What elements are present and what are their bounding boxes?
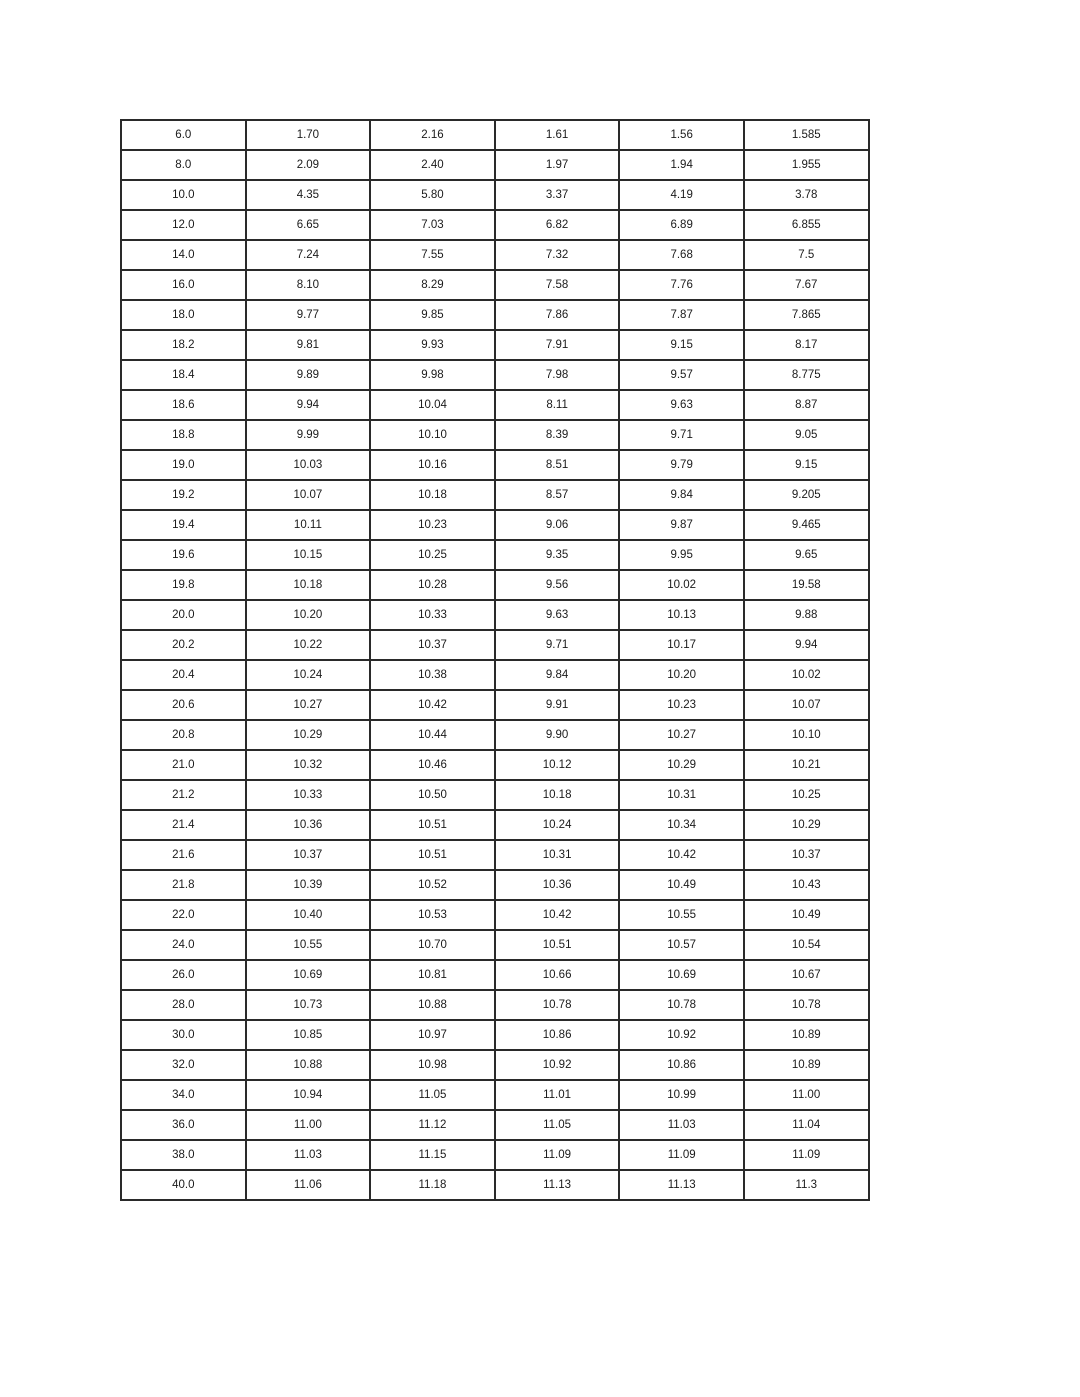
table-cell: 10.25 xyxy=(370,540,495,570)
table-cell: 10.24 xyxy=(246,660,371,690)
table-cell: 9.93 xyxy=(370,330,495,360)
table-cell: 10.29 xyxy=(246,720,371,750)
table-cell: 1.585 xyxy=(744,120,869,150)
table-row xyxy=(121,1050,869,1080)
table-row xyxy=(121,810,869,840)
table-cell: 10.25 xyxy=(744,780,869,810)
table-cell: 9.95 xyxy=(619,540,744,570)
table-cell: 9.79 xyxy=(619,450,744,480)
table-cell: 10.55 xyxy=(619,900,744,930)
table-cell: 9.88 xyxy=(744,600,869,630)
table-row xyxy=(121,480,869,510)
table-cell: 10.67 xyxy=(744,960,869,990)
row-key-cell: 18.8 xyxy=(121,420,246,450)
table-cell: 10.69 xyxy=(246,960,371,990)
table-cell: 8.17 xyxy=(744,330,869,360)
table-cell: 11.00 xyxy=(744,1080,869,1110)
row-key-cell: 21.6 xyxy=(121,840,246,870)
table-cell: 10.07 xyxy=(744,690,869,720)
table-row xyxy=(121,630,869,660)
table-cell: 7.865 xyxy=(744,300,869,330)
table-cell: 7.5 xyxy=(744,240,869,270)
table-cell: 10.16 xyxy=(370,450,495,480)
table-cell: 10.55 xyxy=(246,930,371,960)
table-cell: 10.73 xyxy=(246,990,371,1020)
table-cell: 8.775 xyxy=(744,360,869,390)
table-cell: 11.13 xyxy=(619,1170,744,1200)
row-key-cell: 19.2 xyxy=(121,480,246,510)
table-cell: 3.37 xyxy=(495,180,620,210)
table-cell: 10.18 xyxy=(370,480,495,510)
table-cell: 10.51 xyxy=(495,930,620,960)
table-cell: 9.06 xyxy=(495,510,620,540)
row-key-cell: 26.0 xyxy=(121,960,246,990)
table-cell: 10.88 xyxy=(370,990,495,1020)
row-key-cell: 21.2 xyxy=(121,780,246,810)
table-cell: 6.855 xyxy=(744,210,869,240)
row-key-cell: 18.4 xyxy=(121,360,246,390)
table-cell: 10.23 xyxy=(619,690,744,720)
table-cell: 10.40 xyxy=(246,900,371,930)
table-cell: 11.3 xyxy=(744,1170,869,1200)
table-cell: 10.36 xyxy=(246,810,371,840)
table-cell: 9.98 xyxy=(370,360,495,390)
row-key-cell: 20.6 xyxy=(121,690,246,720)
table-cell: 10.20 xyxy=(246,600,371,630)
table-row xyxy=(121,930,869,960)
table-cell: 9.84 xyxy=(619,480,744,510)
table-cell: 10.37 xyxy=(246,840,371,870)
table-row xyxy=(121,360,869,390)
table-cell: 10.07 xyxy=(246,480,371,510)
table-cell: 10.53 xyxy=(370,900,495,930)
row-key-cell: 38.0 xyxy=(121,1140,246,1170)
table-cell: 9.35 xyxy=(495,540,620,570)
table-cell: 5.80 xyxy=(370,180,495,210)
table-cell: 10.18 xyxy=(495,780,620,810)
table-cell: 11.06 xyxy=(246,1170,371,1200)
row-key-cell: 18.0 xyxy=(121,300,246,330)
table-row xyxy=(121,300,869,330)
table-cell: 10.86 xyxy=(495,1020,620,1050)
table-cell: 11.09 xyxy=(495,1140,620,1170)
table-cell: 10.51 xyxy=(370,810,495,840)
row-key-cell: 19.6 xyxy=(121,540,246,570)
table-cell: 11.01 xyxy=(495,1080,620,1110)
table-cell: 9.99 xyxy=(246,420,371,450)
row-key-cell: 24.0 xyxy=(121,930,246,960)
row-key-cell: 8.0 xyxy=(121,150,246,180)
table-cell: 1.61 xyxy=(495,120,620,150)
table-cell: 7.76 xyxy=(619,270,744,300)
table-cell: 7.67 xyxy=(744,270,869,300)
table-cell: 9.56 xyxy=(495,570,620,600)
row-key-cell: 21.8 xyxy=(121,870,246,900)
table-cell: 10.97 xyxy=(370,1020,495,1050)
table-cell: 9.87 xyxy=(619,510,744,540)
row-key-cell: 30.0 xyxy=(121,1020,246,1050)
table-cell: 11.00 xyxy=(246,1110,371,1140)
table-cell: 10.18 xyxy=(246,570,371,600)
table-row xyxy=(121,1020,869,1050)
table-row xyxy=(121,960,869,990)
table-cell: 10.27 xyxy=(246,690,371,720)
data-table xyxy=(120,119,870,1201)
table-cell: 1.70 xyxy=(246,120,371,150)
row-key-cell: 32.0 xyxy=(121,1050,246,1080)
table-cell: 11.05 xyxy=(495,1110,620,1140)
table-cell: 10.31 xyxy=(495,840,620,870)
table-cell: 10.99 xyxy=(619,1080,744,1110)
table-cell: 9.465 xyxy=(744,510,869,540)
row-key-cell: 16.0 xyxy=(121,270,246,300)
table-cell: 10.42 xyxy=(495,900,620,930)
table-cell: 3.78 xyxy=(744,180,869,210)
row-key-cell: 6.0 xyxy=(121,120,246,150)
table-cell: 9.15 xyxy=(619,330,744,360)
table-cell: 6.65 xyxy=(246,210,371,240)
table-cell: 9.63 xyxy=(619,390,744,420)
table-cell: 8.51 xyxy=(495,450,620,480)
table-cell: 10.92 xyxy=(619,1020,744,1050)
table-cell: 10.78 xyxy=(495,990,620,1020)
table-row xyxy=(121,660,869,690)
table-cell: 10.21 xyxy=(744,750,869,780)
table-cell: 10.36 xyxy=(495,870,620,900)
table-cell: 7.68 xyxy=(619,240,744,270)
table-cell: 10.92 xyxy=(495,1050,620,1080)
table-cell: 10.69 xyxy=(619,960,744,990)
table-cell: 10.89 xyxy=(744,1050,869,1080)
table-cell: 10.39 xyxy=(246,870,371,900)
table-cell: 10.20 xyxy=(619,660,744,690)
table-cell: 7.86 xyxy=(495,300,620,330)
table-row xyxy=(121,1140,869,1170)
table-cell: 9.84 xyxy=(495,660,620,690)
table-cell: 9.65 xyxy=(744,540,869,570)
table-cell: 1.955 xyxy=(744,150,869,180)
table-row xyxy=(121,150,869,180)
table-row xyxy=(121,840,869,870)
table-cell: 10.98 xyxy=(370,1050,495,1080)
table-cell: 11.18 xyxy=(370,1170,495,1200)
table-row xyxy=(121,690,869,720)
table-row xyxy=(121,330,869,360)
table-cell: 7.32 xyxy=(495,240,620,270)
table-cell: 10.03 xyxy=(246,450,371,480)
table-cell: 10.34 xyxy=(619,810,744,840)
table-cell: 10.86 xyxy=(619,1050,744,1080)
table-cell: 9.15 xyxy=(744,450,869,480)
table-cell: 7.55 xyxy=(370,240,495,270)
table-cell: 8.11 xyxy=(495,390,620,420)
table-row xyxy=(121,180,869,210)
table-cell: 10.33 xyxy=(246,780,371,810)
row-key-cell: 28.0 xyxy=(121,990,246,1020)
table-cell: 10.04 xyxy=(370,390,495,420)
table-cell: 9.81 xyxy=(246,330,371,360)
table-cell: 10.15 xyxy=(246,540,371,570)
table-cell: 9.77 xyxy=(246,300,371,330)
table-cell: 10.46 xyxy=(370,750,495,780)
row-key-cell: 18.2 xyxy=(121,330,246,360)
table-cell: 19.58 xyxy=(744,570,869,600)
row-key-cell: 34.0 xyxy=(121,1080,246,1110)
table-cell: 10.10 xyxy=(370,420,495,450)
data-table-container xyxy=(120,119,868,1201)
table-row xyxy=(121,540,869,570)
table-cell: 2.16 xyxy=(370,120,495,150)
table-row xyxy=(121,750,869,780)
row-key-cell: 19.8 xyxy=(121,570,246,600)
table-cell: 9.57 xyxy=(619,360,744,390)
table-row xyxy=(121,1170,869,1200)
table-cell: 9.94 xyxy=(246,390,371,420)
table-cell: 1.56 xyxy=(619,120,744,150)
table-cell: 10.43 xyxy=(744,870,869,900)
table-cell: 11.09 xyxy=(619,1140,744,1170)
table-cell: 10.66 xyxy=(495,960,620,990)
row-key-cell: 12.0 xyxy=(121,210,246,240)
row-key-cell: 20.0 xyxy=(121,600,246,630)
table-row xyxy=(121,240,869,270)
table-cell: 10.22 xyxy=(246,630,371,660)
table-cell: 9.71 xyxy=(495,630,620,660)
table-cell: 7.98 xyxy=(495,360,620,390)
table-row xyxy=(121,450,869,480)
table-cell: 1.94 xyxy=(619,150,744,180)
table-cell: 11.13 xyxy=(495,1170,620,1200)
row-key-cell: 36.0 xyxy=(121,1110,246,1140)
table-cell: 10.02 xyxy=(619,570,744,600)
table-cell: 10.54 xyxy=(744,930,869,960)
table-row xyxy=(121,210,869,240)
table-cell: 11.03 xyxy=(619,1110,744,1140)
table-row xyxy=(121,870,869,900)
table-cell: 11.09 xyxy=(744,1140,869,1170)
table-cell: 10.29 xyxy=(619,750,744,780)
table-cell: 7.03 xyxy=(370,210,495,240)
row-key-cell: 18.6 xyxy=(121,390,246,420)
table-row xyxy=(121,600,869,630)
table-cell: 10.70 xyxy=(370,930,495,960)
table-cell: 9.71 xyxy=(619,420,744,450)
table-row xyxy=(121,1080,869,1110)
table-cell: 11.05 xyxy=(370,1080,495,1110)
table-cell: 8.87 xyxy=(744,390,869,420)
table-cell: 10.10 xyxy=(744,720,869,750)
table-cell: 10.42 xyxy=(370,690,495,720)
table-cell: 10.33 xyxy=(370,600,495,630)
table-cell: 10.81 xyxy=(370,960,495,990)
table-cell: 10.13 xyxy=(619,600,744,630)
table-cell: 10.31 xyxy=(619,780,744,810)
row-key-cell: 20.4 xyxy=(121,660,246,690)
row-key-cell: 22.0 xyxy=(121,900,246,930)
table-cell: 10.57 xyxy=(619,930,744,960)
table-row xyxy=(121,270,869,300)
table-cell: 9.94 xyxy=(744,630,869,660)
table-cell: 10.89 xyxy=(744,1020,869,1050)
table-cell: 10.02 xyxy=(744,660,869,690)
table-body xyxy=(121,120,869,1200)
table-cell: 10.51 xyxy=(370,840,495,870)
table-cell: 10.24 xyxy=(495,810,620,840)
table-row xyxy=(121,390,869,420)
row-key-cell: 14.0 xyxy=(121,240,246,270)
table-row xyxy=(121,900,869,930)
table-cell: 10.28 xyxy=(370,570,495,600)
table-cell: 10.11 xyxy=(246,510,371,540)
table-cell: 7.91 xyxy=(495,330,620,360)
table-cell: 10.37 xyxy=(744,840,869,870)
table-cell: 8.57 xyxy=(495,480,620,510)
table-cell: 9.90 xyxy=(495,720,620,750)
table-row xyxy=(121,420,869,450)
table-cell: 7.24 xyxy=(246,240,371,270)
row-key-cell: 19.4 xyxy=(121,510,246,540)
table-cell: 4.35 xyxy=(246,180,371,210)
table-cell: 2.09 xyxy=(246,150,371,180)
row-key-cell: 10.0 xyxy=(121,180,246,210)
table-cell: 9.91 xyxy=(495,690,620,720)
row-key-cell: 40.0 xyxy=(121,1170,246,1200)
table-cell: 1.97 xyxy=(495,150,620,180)
table-cell: 11.12 xyxy=(370,1110,495,1140)
table-row xyxy=(121,720,869,750)
table-cell: 7.87 xyxy=(619,300,744,330)
table-cell: 10.23 xyxy=(370,510,495,540)
table-cell: 10.17 xyxy=(619,630,744,660)
table-cell: 10.88 xyxy=(246,1050,371,1080)
row-key-cell: 20.2 xyxy=(121,630,246,660)
table-cell: 8.10 xyxy=(246,270,371,300)
table-cell: 6.89 xyxy=(619,210,744,240)
table-cell: 10.12 xyxy=(495,750,620,780)
table-cell: 10.27 xyxy=(619,720,744,750)
table-cell: 6.82 xyxy=(495,210,620,240)
table-cell: 10.50 xyxy=(370,780,495,810)
row-key-cell: 20.8 xyxy=(121,720,246,750)
row-key-cell: 19.0 xyxy=(121,450,246,480)
table-cell: 11.03 xyxy=(246,1140,371,1170)
table-cell: 9.05 xyxy=(744,420,869,450)
table-cell: 8.39 xyxy=(495,420,620,450)
table-cell: 11.15 xyxy=(370,1140,495,1170)
table-cell: 11.04 xyxy=(744,1110,869,1140)
table-cell: 10.85 xyxy=(246,1020,371,1050)
table-cell: 10.94 xyxy=(246,1080,371,1110)
row-key-cell: 21.4 xyxy=(121,810,246,840)
table-cell: 10.44 xyxy=(370,720,495,750)
table-cell: 10.37 xyxy=(370,630,495,660)
table-cell: 10.49 xyxy=(619,870,744,900)
table-cell: 9.63 xyxy=(495,600,620,630)
table-row xyxy=(121,510,869,540)
table-cell: 9.89 xyxy=(246,360,371,390)
table-cell: 10.42 xyxy=(619,840,744,870)
table-cell: 8.29 xyxy=(370,270,495,300)
table-row xyxy=(121,120,869,150)
table-cell: 10.29 xyxy=(744,810,869,840)
table-cell: 10.32 xyxy=(246,750,371,780)
table-cell: 9.205 xyxy=(744,480,869,510)
table-cell: 4.19 xyxy=(619,180,744,210)
table-row xyxy=(121,570,869,600)
table-cell: 10.38 xyxy=(370,660,495,690)
table-cell: 10.78 xyxy=(744,990,869,1020)
table-cell: 10.52 xyxy=(370,870,495,900)
table-cell: 7.58 xyxy=(495,270,620,300)
table-cell: 10.49 xyxy=(744,900,869,930)
table-row xyxy=(121,780,869,810)
table-row xyxy=(121,990,869,1020)
table-cell: 10.78 xyxy=(619,990,744,1020)
row-key-cell: 21.0 xyxy=(121,750,246,780)
table-cell: 2.40 xyxy=(370,150,495,180)
table-cell: 9.85 xyxy=(370,300,495,330)
table-row xyxy=(121,1110,869,1140)
